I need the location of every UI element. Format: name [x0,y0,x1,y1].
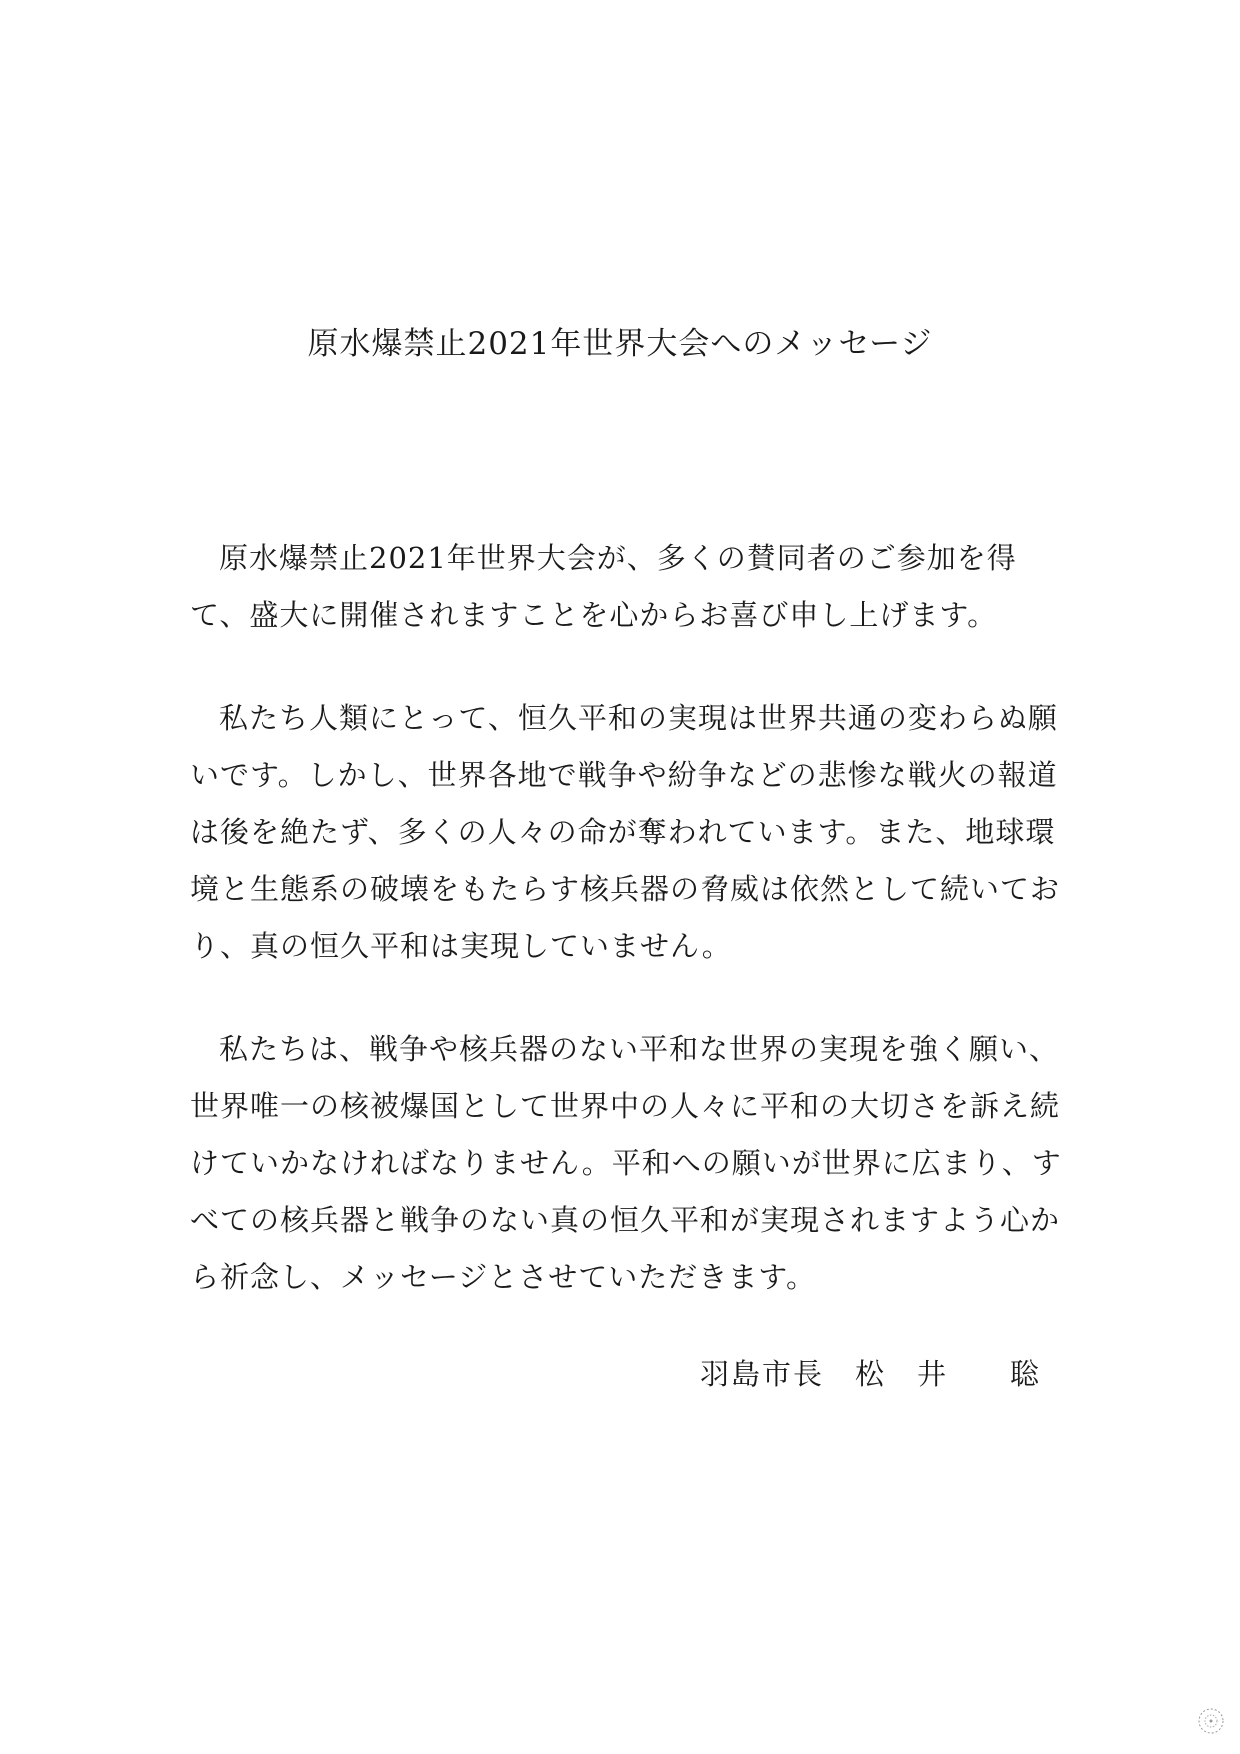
paragraph-appeal: 私たちは、戦争や核兵器のない平和な世界の実現を強く願い、世界唯一の核被爆国として世界中の人々に平和の大切さを訴え続けていかなければなりません。平和への願いが世界に広まり、すべての核兵器と戦争のない真の恒久平和が実現されますよう心から祈念し、メッセージとさせていただきます。 [190,1032,1062,1294]
stamp-icon [1196,1706,1226,1736]
paragraph-opening: 原水爆禁止2021年世界大会が、多くの賛同者のご参加を得て、盛大に開催されますことを心からお喜び申し上げます。 [190,541,1017,632]
paragraph-peace: 私たち人類にとって、恒久平和の実現は世界共通の変わらぬ願いです。しかし、世界各地で戦争や紛争などの悲惨な戦火の報道は後を絶たず、多くの人々の命が奪われています。また、地球環境と生態系の破壊をもたらす核兵器の脅威は依然として続いており、真の恒久平和は実現していません。 [190,701,1061,963]
document-title: 原水爆禁止2021年世界大会へのメッセージ [307,326,933,362]
signature: 羽島市長 松 井 聡 [700,1357,1042,1391]
message-body [190,530,1070,1352]
